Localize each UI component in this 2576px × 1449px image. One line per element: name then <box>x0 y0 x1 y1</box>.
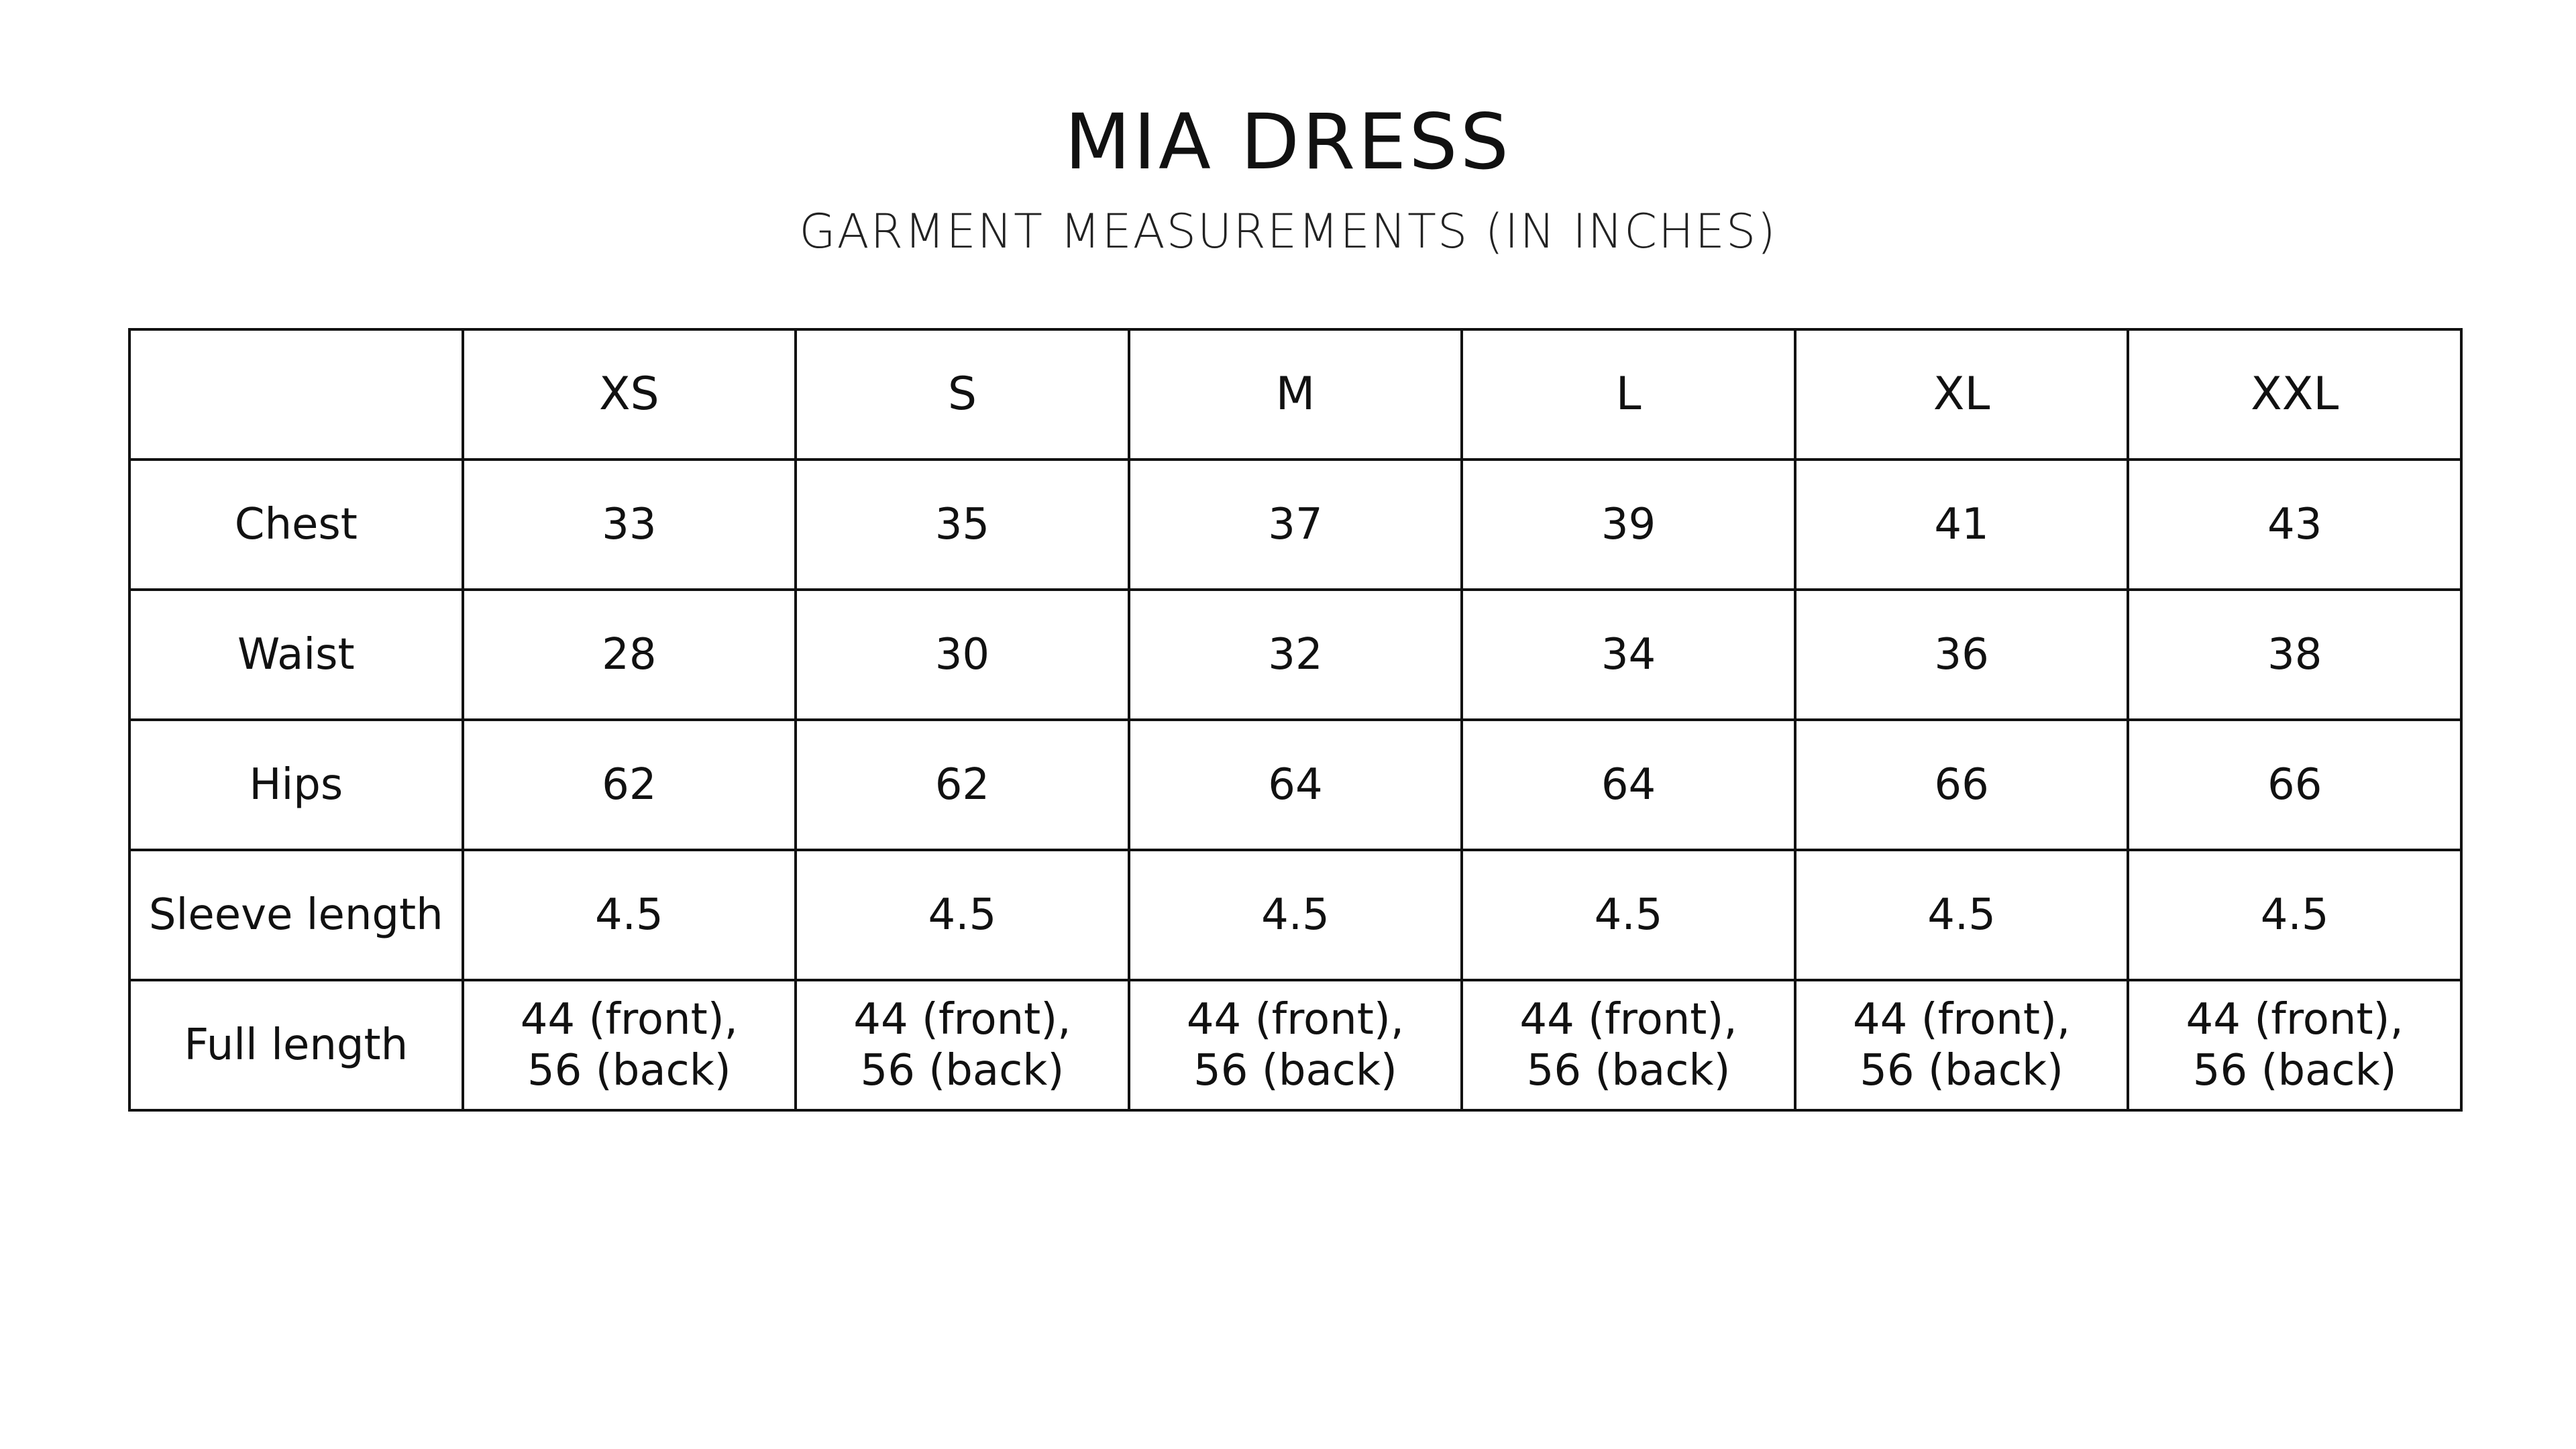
table-cell <box>1462 980 1795 1110</box>
table-cell: 4.5 <box>1795 850 2129 980</box>
table-cell: 35 <box>796 460 1129 590</box>
cell-line-back: 56 (back) <box>860 1046 1065 1095</box>
table-cell: 43 <box>2128 460 2461 590</box>
table-cell: 4.5 <box>463 850 796 980</box>
size-header-s: S <box>796 329 1129 460</box>
row-label-full-length: Full length <box>129 980 463 1110</box>
size-header-xs: XS <box>463 329 796 460</box>
table-cell: 4.5 <box>1129 850 1462 980</box>
table-cell: 32 <box>1129 590 1462 720</box>
table-cell: 4.5 <box>1462 850 1795 980</box>
row-label-sleeve-length: Sleeve length <box>129 850 463 980</box>
size-header-xxl: XXL <box>2128 329 2461 460</box>
table-cell: 41 <box>1795 460 2129 590</box>
cell-line-front: 44 (front), <box>1186 995 1405 1044</box>
cell-line-front: 44 (front), <box>520 995 738 1044</box>
cell-line-back: 56 (back) <box>527 1046 731 1095</box>
cell-line-back: 56 (back) <box>1526 1046 1731 1095</box>
table-cell <box>1795 980 2129 1110</box>
page-subtitle: GARMENT MEASUREMENTS (IN INCHES) <box>799 204 1777 259</box>
table-cell: 28 <box>463 590 796 720</box>
table-cell <box>463 980 796 1110</box>
table-cell: 62 <box>796 720 1129 850</box>
table-cell: 36 <box>1795 590 2129 720</box>
cell-line-back: 56 (back) <box>1860 1046 2063 1095</box>
table-cell: 37 <box>1129 460 1462 590</box>
table-row-full-length <box>129 980 2461 1110</box>
table-cell: 66 <box>1795 720 2129 850</box>
cell-line-front: 44 (front), <box>1519 995 1737 1044</box>
table-cell: 66 <box>2128 720 2461 850</box>
size-header-xl: XL <box>1795 329 2129 460</box>
row-label-waist: Waist <box>129 590 463 720</box>
table-cell: 4.5 <box>796 850 1129 980</box>
table-cell: 34 <box>1462 590 1795 720</box>
cell-line-front: 44 (front), <box>2186 995 2404 1044</box>
row-label-hips: Hips <box>129 720 463 850</box>
table-row-hips <box>129 720 2461 850</box>
table-cell: 62 <box>463 720 796 850</box>
size-header-l: L <box>1462 329 1795 460</box>
size-header-row <box>129 329 2461 460</box>
table-cell: 64 <box>1462 720 1795 850</box>
table-row-sleeve-length <box>129 850 2461 980</box>
table-cell: 33 <box>463 460 796 590</box>
size-chart-table <box>128 328 2463 1112</box>
table-cell <box>796 980 1129 1110</box>
cell-line-back: 56 (back) <box>1193 1046 1397 1095</box>
row-label-chest: Chest <box>129 460 463 590</box>
table-row-chest <box>129 460 2461 590</box>
table-cell: 30 <box>796 590 1129 720</box>
cell-line-front: 44 (front), <box>853 995 1071 1044</box>
cell-line-front: 44 (front), <box>1852 995 2071 1044</box>
corner-cell <box>129 329 463 460</box>
cell-line-back: 56 (back) <box>2192 1046 2397 1095</box>
table-cell <box>2128 980 2461 1110</box>
table-cell: 38 <box>2128 590 2461 720</box>
table-cell <box>1129 980 1462 1110</box>
size-header-m: M <box>1129 329 1462 460</box>
page-title: MIA DRESS <box>1065 97 1511 186</box>
table-cell: 64 <box>1129 720 1462 850</box>
table-cell: 4.5 <box>2128 850 2461 980</box>
table-cell: 39 <box>1462 460 1795 590</box>
table-row-waist <box>129 590 2461 720</box>
